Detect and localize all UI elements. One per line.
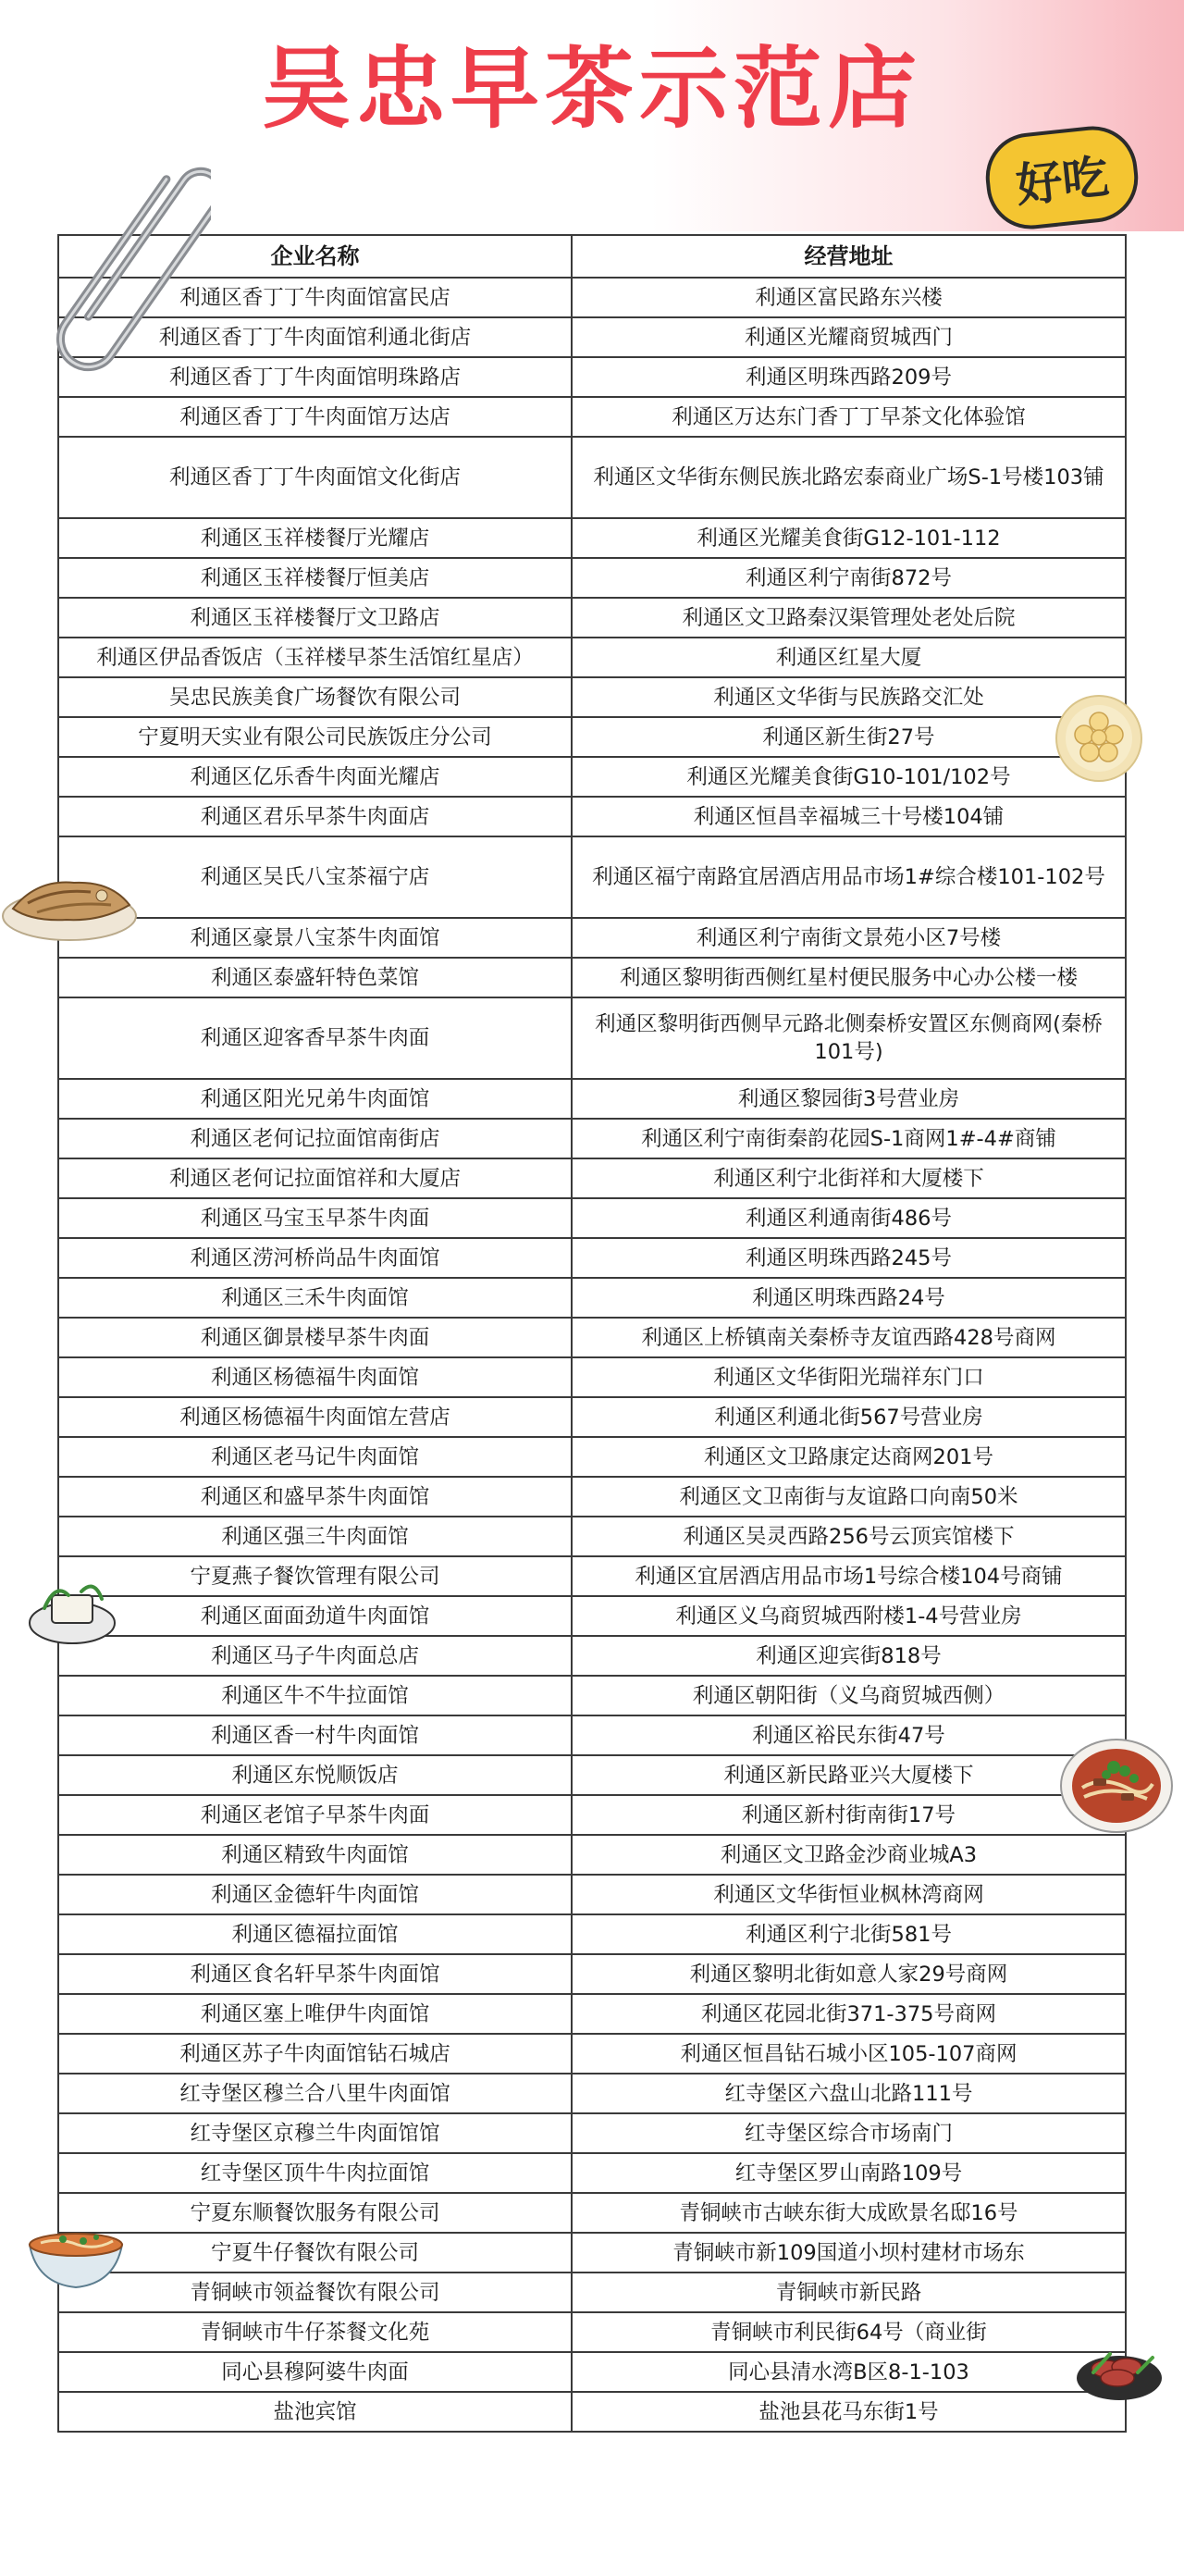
store-name-cell: 利通区精致牛肉面馆 <box>58 1835 572 1875</box>
table-row <box>58 558 1126 598</box>
store-name-cell: 宁夏牛仔餐饮有限公司 <box>58 2233 572 2273</box>
roast-meat-icon <box>0 861 139 946</box>
store-name-cell: 红寺堡区穆兰合八里牛肉面馆 <box>58 2074 572 2113</box>
store-address-cell: 青铜峡市古峡东街大成欧景名邸16号 <box>572 2193 1126 2233</box>
table-row <box>58 918 1126 958</box>
store-address-cell: 利通区利通北街567号营业房 <box>572 1397 1126 1437</box>
store-address-cell: 利通区福宁南路宜居酒店用品市场1#综合楼101-102号 <box>572 836 1126 918</box>
table-row <box>58 397 1126 437</box>
store-address-cell: 利通区迎宾街818号 <box>572 1636 1126 1676</box>
store-name-cell: 利通区香丁丁牛肉面馆明珠路店 <box>58 357 572 397</box>
table-row <box>58 997 1126 1079</box>
store-address-cell: 利通区花园北街371-375号商网 <box>572 1994 1126 2034</box>
store-name-cell: 红寺堡区京穆兰牛肉面馆馆 <box>58 2113 572 2153</box>
store-address-cell: 利通区文华街阳光瑞祥东门口 <box>572 1357 1126 1397</box>
store-address-cell: 利通区新民路亚兴大厦楼下 <box>572 1755 1126 1795</box>
store-address-cell: 利通区文卫路康定达商网201号 <box>572 1437 1126 1477</box>
table-row <box>58 2273 1126 2312</box>
store-name-cell: 利通区涝河桥尚品牛肉面馆 <box>58 1238 572 1278</box>
table-row <box>58 757 1126 797</box>
store-address-cell: 利通区富民路东兴楼 <box>572 278 1126 317</box>
table-row <box>58 797 1126 836</box>
table-row <box>58 1676 1126 1715</box>
table-row <box>58 717 1126 757</box>
store-name-cell: 利通区杨德福牛肉面馆 <box>58 1357 572 1397</box>
store-name-cell: 宁夏燕子餐饮管理有限公司 <box>58 1556 572 1596</box>
table-row <box>58 2233 1126 2273</box>
store-name-cell: 利通区食名轩早茶牛肉面馆 <box>58 1954 572 1994</box>
table-row <box>58 1397 1126 1437</box>
store-address-cell: 利通区黎园街3号营业房 <box>572 1079 1126 1119</box>
store-address-cell: 同心县清水湾B区8-1-103 <box>572 2352 1126 2392</box>
store-name-cell: 宁夏明天实业有限公司民族饭庄分公司 <box>58 717 572 757</box>
store-address-cell: 利通区利通南街486号 <box>572 1198 1126 1238</box>
table-row <box>58 1795 1126 1835</box>
table-row <box>58 1437 1126 1477</box>
store-address-cell: 利通区文华街与民族路交汇处 <box>572 677 1126 717</box>
table-row <box>58 357 1126 397</box>
store-address-cell: 利通区明珠西路24号 <box>572 1278 1126 1318</box>
store-name-cell: 利通区泰盛轩特色菜馆 <box>58 958 572 997</box>
store-name-cell: 利通区豪景八宝茶牛肉面馆 <box>58 918 572 958</box>
store-address-cell: 盐池县花马东街1号 <box>572 2392 1126 2432</box>
store-name-cell: 利通区老何记拉面馆南街店 <box>58 1119 572 1158</box>
table-row <box>58 1158 1126 1198</box>
store-name-cell: 吴忠民族美食广场餐饮有限公司 <box>58 677 572 717</box>
table-row <box>58 2034 1126 2074</box>
store-address-cell: 利通区文华街恒业枫林湾商网 <box>572 1875 1126 1914</box>
store-address-cell: 利通区万达东门香丁丁早茶文化体验馆 <box>572 397 1126 437</box>
table-row <box>58 1278 1126 1318</box>
store-name-cell: 利通区御景楼早茶牛肉面 <box>58 1318 572 1357</box>
store-address-cell: 利通区黎明北街如意人家29号商网 <box>572 1954 1126 1994</box>
store-address-cell: 利通区恒昌幸福城三十号楼104铺 <box>572 797 1126 836</box>
store-address-cell: 利通区黎明街西侧红星村便民服务中心办公楼一楼 <box>572 958 1126 997</box>
table-row <box>58 2113 1126 2153</box>
store-name-cell: 利通区马子牛肉面总店 <box>58 1636 572 1676</box>
noodle-bowl-small-icon <box>22 2210 130 2293</box>
table-row <box>58 1835 1126 1875</box>
store-address-cell: 红寺堡区综合市场南门 <box>572 2113 1126 2153</box>
store-name-cell: 利通区强三牛肉面馆 <box>58 1517 572 1556</box>
store-name-cell: 利通区牛不牛拉面馆 <box>58 1676 572 1715</box>
table-row <box>58 1636 1126 1676</box>
store-address-cell: 利通区利宁南街文景苑小区7号楼 <box>572 918 1126 958</box>
tofu-dish-icon <box>26 1571 118 1649</box>
table-row <box>58 2392 1126 2432</box>
table-row <box>58 1119 1126 1158</box>
dumpling-icon <box>1054 694 1143 783</box>
paperclip-icon <box>54 139 211 398</box>
table-row <box>58 1517 1126 1556</box>
table-row <box>58 2352 1126 2392</box>
table-row <box>58 1875 1126 1914</box>
store-address-cell: 利通区宜居酒店用品市场1号综合楼104号商铺 <box>572 1556 1126 1596</box>
table-row <box>58 677 1126 717</box>
table-row <box>58 437 1126 518</box>
store-name-cell: 利通区老何记拉面馆祥和大厦店 <box>58 1158 572 1198</box>
column-header-name: 企业名称 <box>58 235 572 278</box>
store-name-cell: 利通区金德轩牛肉面馆 <box>58 1875 572 1914</box>
noodle-bowl-icon <box>1056 1732 1177 1847</box>
store-address-cell: 利通区义乌商贸城西附楼1-4号营业房 <box>572 1596 1126 1636</box>
store-address-cell: 利通区文卫路秦汉渠管理处老处后院 <box>572 598 1126 638</box>
table-row <box>58 518 1126 558</box>
store-name-cell: 盐池宾馆 <box>58 2392 572 2432</box>
table-header-row <box>58 235 1126 278</box>
store-name-cell: 利通区迎客香早茶牛肉面 <box>58 997 572 1079</box>
store-name-cell: 利通区香丁丁牛肉面馆万达店 <box>58 397 572 437</box>
store-address-cell: 利通区裕民东街47号 <box>572 1715 1126 1755</box>
table-row <box>58 958 1126 997</box>
table-row <box>58 2074 1126 2113</box>
store-address-cell: 利通区明珠西路245号 <box>572 1238 1126 1278</box>
store-name-cell: 利通区老马记牛肉面馆 <box>58 1437 572 1477</box>
store-address-cell: 利通区恒昌钻石城小区105-107商网 <box>572 2034 1126 2074</box>
table-row <box>58 1477 1126 1517</box>
store-address-cell: 青铜峡市利民街64号（商业街 <box>572 2312 1126 2352</box>
store-name-cell: 利通区老馆子早茶牛肉面 <box>58 1795 572 1835</box>
store-address-cell: 红寺堡区罗山南路109号 <box>572 2153 1126 2193</box>
store-name-cell: 利通区君乐早茶牛肉面店 <box>58 797 572 836</box>
table-row <box>58 278 1126 317</box>
store-address-cell: 利通区文卫南街与友谊路口向南50米 <box>572 1477 1126 1517</box>
store-address-cell: 利通区吴灵西路256号云顶宾馆楼下 <box>572 1517 1126 1556</box>
store-name-cell: 利通区马宝玉早茶牛肉面 <box>58 1198 572 1238</box>
store-address-cell: 青铜峡市新民路 <box>572 2273 1126 2312</box>
store-address-cell: 利通区光耀美食街G10-101/102号 <box>572 757 1126 797</box>
store-name-cell: 利通区东悦顺饭店 <box>58 1755 572 1795</box>
store-name-cell: 同心县穆阿婆牛肉面 <box>58 2352 572 2392</box>
table-row <box>58 1198 1126 1238</box>
store-name-cell: 利通区玉祥楼餐厅恒美店 <box>58 558 572 598</box>
column-header-address: 经营地址 <box>572 235 1126 278</box>
store-name-cell: 利通区苏子牛肉面馆钻石城店 <box>58 2034 572 2074</box>
table-row <box>58 836 1126 918</box>
table-row <box>58 2153 1126 2193</box>
store-name-cell: 利通区香丁丁牛肉面馆文化街店 <box>58 437 572 518</box>
table-row <box>58 638 1126 677</box>
table-row <box>58 1954 1126 1994</box>
table-row <box>58 1596 1126 1636</box>
store-address-cell: 利通区光耀美食街G12-101-112 <box>572 518 1126 558</box>
store-name-cell: 利通区伊品香饭店（玉祥楼早茶生活馆红星店） <box>58 638 572 677</box>
tasty-badge: 好吃 <box>981 122 1142 234</box>
store-address-cell: 利通区上桥镇南关秦桥寺友谊西路428号商网 <box>572 1318 1126 1357</box>
store-name-cell: 利通区吴氏八宝茶福宁店 <box>58 836 572 918</box>
store-name-cell: 利通区香丁丁牛肉面馆富民店 <box>58 278 572 317</box>
store-name-cell: 利通区杨德福牛肉面馆左营店 <box>58 1397 572 1437</box>
store-name-cell: 利通区玉祥楼餐厅光耀店 <box>58 518 572 558</box>
store-name-cell: 利通区德福拉面馆 <box>58 1914 572 1954</box>
table-row <box>58 1755 1126 1795</box>
store-address-cell: 利通区光耀商贸城西门 <box>572 317 1126 357</box>
store-table <box>57 234 1127 2433</box>
table-row <box>58 317 1126 357</box>
table-row <box>58 1357 1126 1397</box>
store-address-cell: 利通区黎明街西侧早元路北侧秦桥安置区东侧商网(秦桥101号) <box>572 997 1126 1079</box>
table-row <box>58 1715 1126 1755</box>
store-name-cell: 利通区塞上唯伊牛肉面馆 <box>58 1994 572 2034</box>
store-name-cell: 青铜峡市牛仔茶餐文化苑 <box>58 2312 572 2352</box>
store-address-cell: 利通区新村街南街17号 <box>572 1795 1126 1835</box>
store-name-cell: 利通区和盛早茶牛肉面馆 <box>58 1477 572 1517</box>
store-address-cell: 利通区利宁北街祥和大厦楼下 <box>572 1158 1126 1198</box>
store-address-cell: 利通区红星大厦 <box>572 638 1126 677</box>
store-name-cell: 利通区三禾牛肉面馆 <box>58 1278 572 1318</box>
beef-plate-icon <box>1073 2335 1166 2406</box>
store-address-cell: 红寺堡区六盘山北路111号 <box>572 2074 1126 2113</box>
store-address-cell: 利通区利宁北街581号 <box>572 1914 1126 1954</box>
store-name-cell: 利通区香丁丁牛肉面馆利通北街店 <box>58 317 572 357</box>
store-name-cell: 利通区亿乐香牛肉面光耀店 <box>58 757 572 797</box>
store-name-cell: 利通区阳光兄弟牛肉面馆 <box>58 1079 572 1119</box>
store-address-cell: 利通区文华街东侧民族北路宏泰商业广场S-1号楼103铺 <box>572 437 1126 518</box>
table-row <box>58 2312 1126 2352</box>
table-row <box>58 2193 1126 2233</box>
store-name-cell: 青铜峡市领益餐饮有限公司 <box>58 2273 572 2312</box>
store-address-cell: 利通区文卫路金沙商业城A3 <box>572 1835 1126 1875</box>
store-name-cell: 利通区面面劲道牛肉面馆 <box>58 1596 572 1636</box>
store-address-cell: 青铜峡市新109国道小坝村建材市场东 <box>572 2233 1126 2273</box>
table-row <box>58 1318 1126 1357</box>
store-name-cell: 宁夏东顺餐饮服务有限公司 <box>58 2193 572 2233</box>
store-name-cell: 红寺堡区顶牛牛肉拉面馆 <box>58 2153 572 2193</box>
table-row <box>58 1914 1126 1954</box>
store-name-cell: 利通区香一村牛肉面馆 <box>58 1715 572 1755</box>
store-address-cell: 利通区朝阳街（义乌商贸城西侧） <box>572 1676 1126 1715</box>
table-row <box>58 1556 1126 1596</box>
store-address-cell: 利通区利宁南街872号 <box>572 558 1126 598</box>
store-address-cell: 利通区利宁南街秦韵花园S-1商网1#-4#商铺 <box>572 1119 1126 1158</box>
table-row <box>58 1079 1126 1119</box>
page-title: 吴忠早茶示范店 <box>262 37 922 141</box>
table-row <box>58 598 1126 638</box>
store-address-cell: 利通区新生街27号 <box>572 717 1126 757</box>
store-address-cell: 利通区明珠西路209号 <box>572 357 1126 397</box>
store-name-cell: 利通区玉祥楼餐厅文卫路店 <box>58 598 572 638</box>
table-row <box>58 1238 1126 1278</box>
table-row <box>58 1994 1126 2034</box>
